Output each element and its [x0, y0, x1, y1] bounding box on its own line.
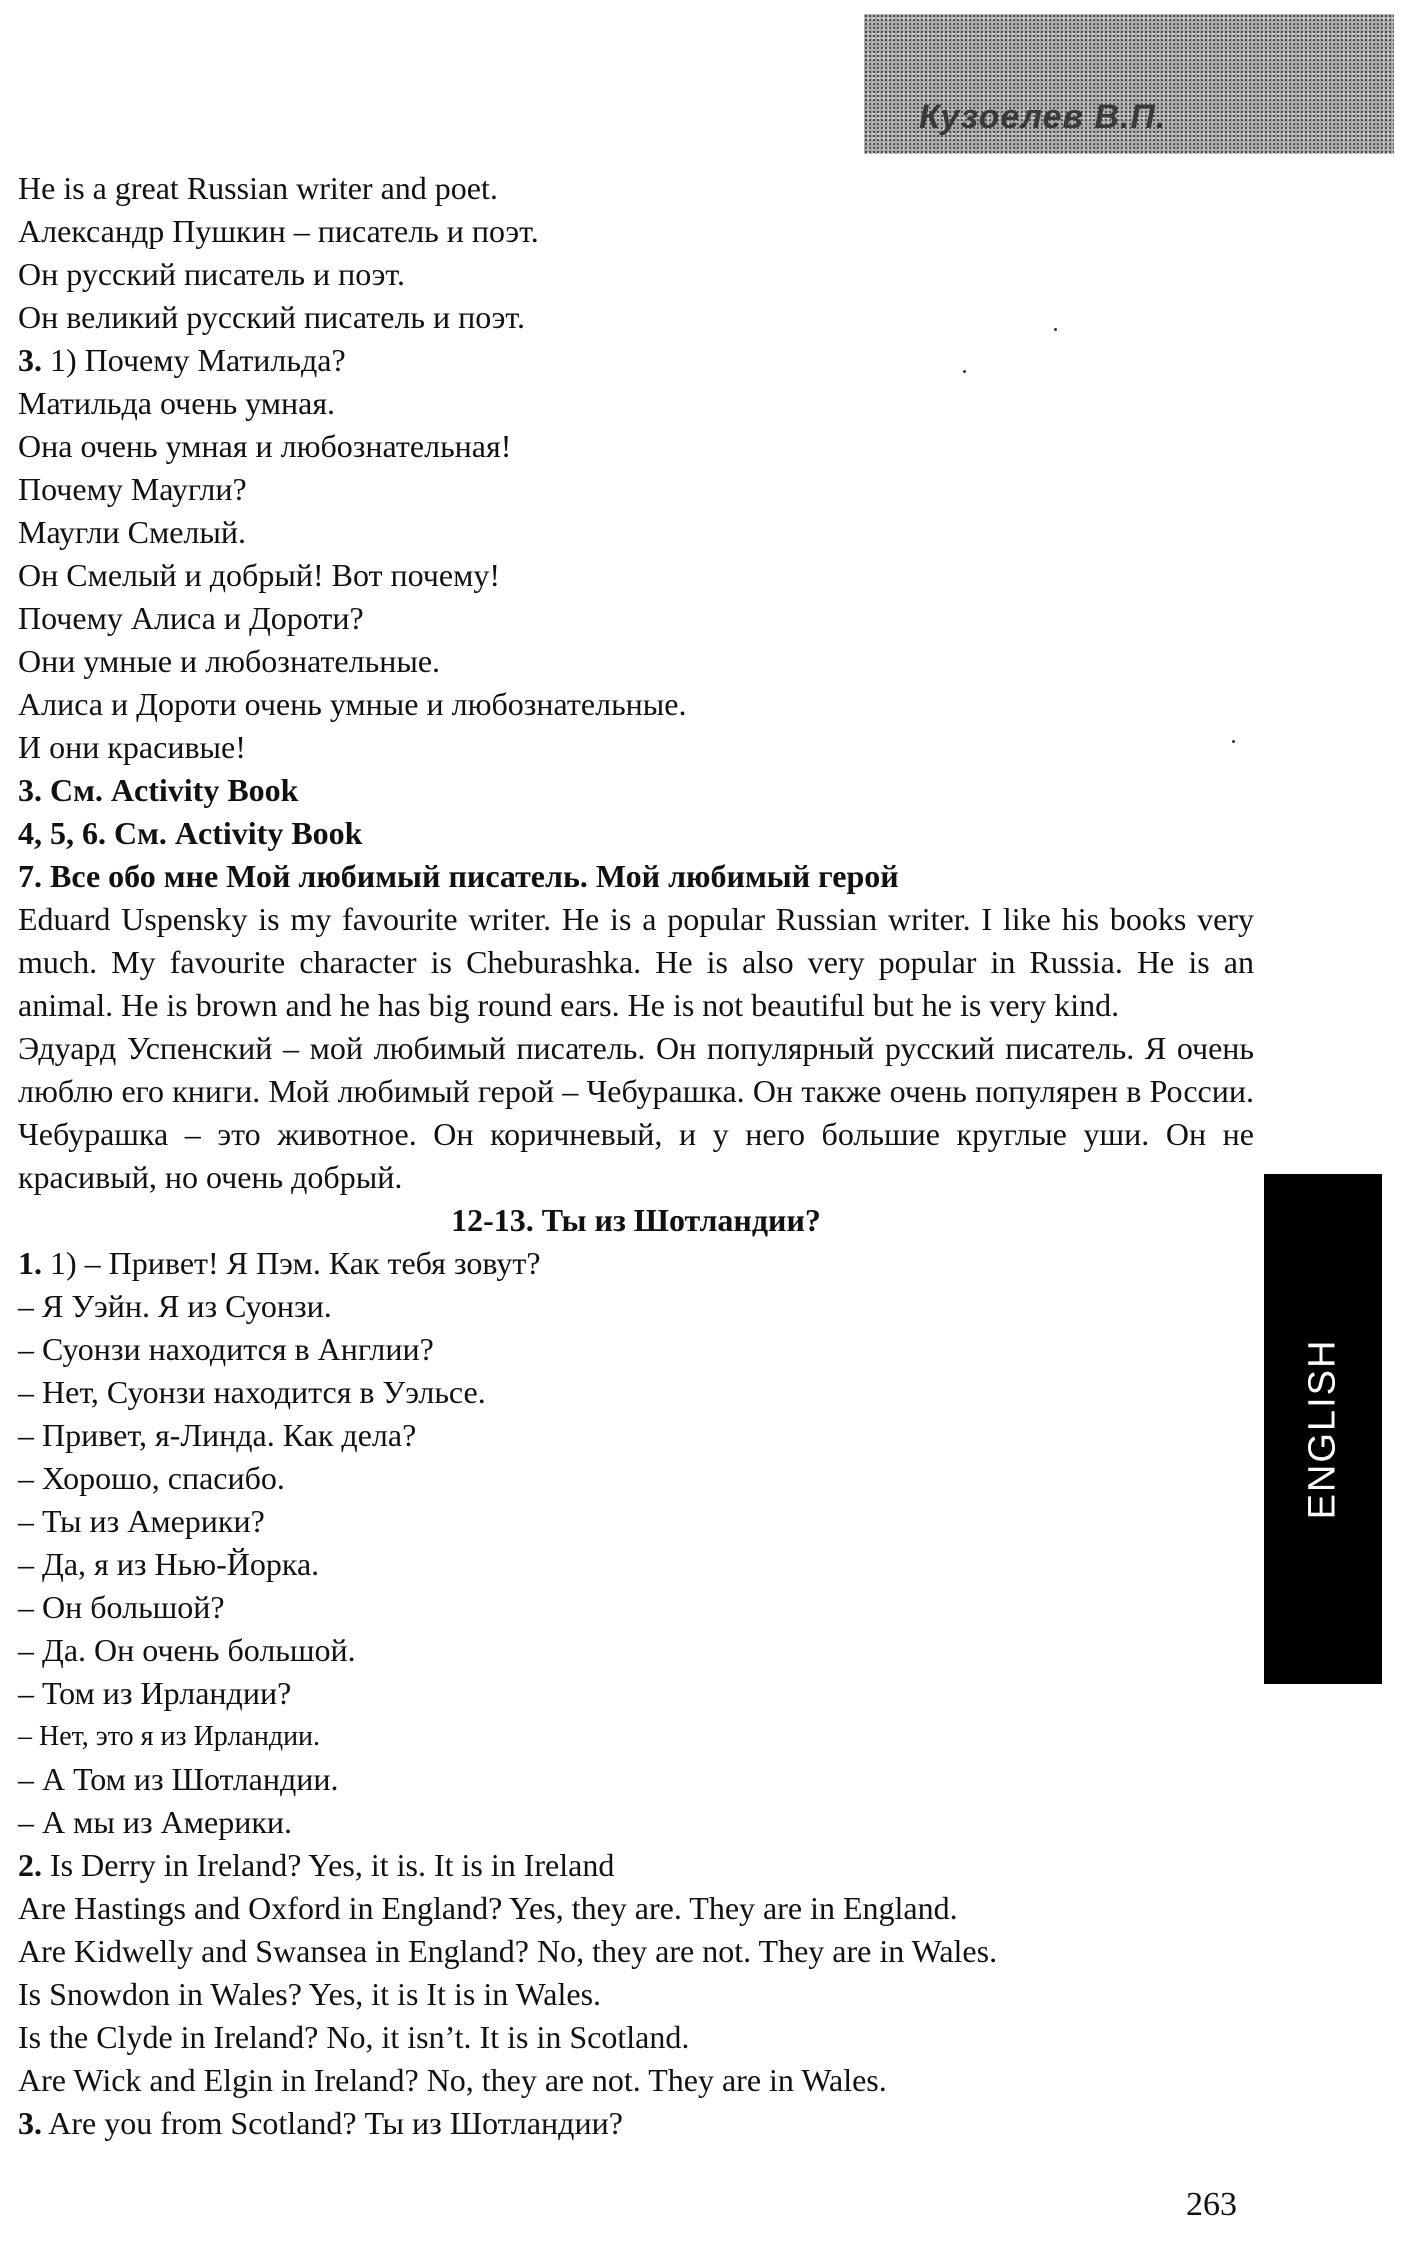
text-line: Почему Маугли? — [18, 471, 247, 507]
text-line: He is a great Russian writer and poet. — [18, 170, 498, 206]
dialog-line: – Ты из Америки? — [18, 1503, 265, 1539]
paragraph-english — [18, 898, 1254, 1027]
dialog-line: – Да, я из Нью-Йорка. — [18, 1546, 320, 1582]
paragraph-text: Eduard Uspensky is my favourite writer. He is a popular Russian writer. I like his books very much. My favourite character is Cheburashka. He is also very popular in Russia. He is an animal. He is brown and he has big round ears. He is not beautiful but he is very kind. — [18, 901, 1254, 1023]
text-line: Он Смелый и добрый! Вот почему! — [18, 557, 500, 593]
dialog-line: – Да. Он очень большой. — [18, 1632, 356, 1668]
text-line: Он русский писатель и поэт. — [18, 256, 405, 292]
bold-heading — [18, 855, 1254, 898]
heading-text: 3. См. Activity Book — [18, 772, 299, 808]
text-line: И они красивые! — [18, 729, 246, 765]
author-badge-text: Кузоелев В.П. — [919, 98, 1167, 136]
exercise-text: 1) – Привет! Я Пэм. Как тебя зовут? — [42, 1245, 541, 1281]
text-line: Маугли Смелый. — [18, 514, 247, 550]
dialog-line: – Я Уэйн. Я из Суонзи. — [18, 1288, 332, 1324]
answer-line: Are Hastings and Oxford in England? Yes, they are. They are in England. — [18, 1890, 958, 1926]
dialog-line: – А Том из Шотландии. — [18, 1761, 339, 1797]
exercise-3b-line — [18, 2102, 1254, 2145]
text-line: Она очень умная и любознательная! — [18, 428, 512, 464]
heading-text: 4, 5, 6. См. Activity Book — [18, 815, 363, 851]
exercise-text: Are you from Scotland? Ты из Шотландии? — [42, 2105, 623, 2141]
text-line: Матильда очень умная. — [18, 385, 336, 421]
paragraph-text: Эдуард Успенский – мой любимый писатель. Он популярный русский писатель. Я очень люблю его книги. Мой любимый герой – Чебурашка. Он также очень популярен в России. Чебурашка – это животное. Он коричневый, и у него большие круглые уши. Он не красивый, но очень добрый. — [18, 1030, 1254, 1195]
side-tab-label: ENGLISH — [1301, 1338, 1344, 1520]
text-line: Александр Пушкин – писатель и поэт. — [18, 213, 539, 249]
paragraph-russian — [18, 1027, 1254, 1199]
exercise-number: 2. — [18, 1847, 42, 1883]
bold-heading — [18, 812, 1254, 855]
bold-heading — [18, 769, 1254, 812]
answer-line: Is Snowdon in Wales? Yes, it is It is in Wales. — [18, 1976, 602, 2012]
dialog-line: – Нет, Суонзи находится в Уэльсе. — [18, 1374, 486, 1410]
side-language-tab — [1264, 1174, 1382, 1684]
answer-line: Are Wick and Elgin in Ireland? No, they are not. They are in Wales. — [18, 2062, 887, 2098]
exercise-number: 3. — [18, 2105, 42, 2141]
page-number: 263 — [1186, 2186, 1237, 2223]
page-content — [18, 167, 1254, 2145]
dialog-line: – Том из Ирландии? — [18, 1675, 292, 1711]
section-title: 12-13. Ты из Шотландии? — [451, 1202, 821, 1238]
dialog-line: – Нет, это я из Ирландии. — [18, 1721, 321, 1752]
answer-line: Are Kidwelly and Swansea in England? No, they are not. They are in Wales. — [18, 1933, 998, 1969]
exercise-3-line — [18, 339, 1254, 382]
exercise-number: 3. — [18, 342, 42, 378]
author-header-badge — [864, 14, 1394, 154]
exercise-text: Is Derry in Ireland? Yes, it is. It is in Ireland — [42, 1847, 615, 1883]
dialog-line: – А мы из Америки. — [18, 1804, 292, 1840]
exercise-1-line — [18, 1242, 1254, 1285]
exercise-2-line — [18, 1844, 1254, 1887]
text-line: Он великий русский писатель и поэт. — [18, 299, 525, 335]
text-line: Почему Алиса и Дороти? — [18, 600, 364, 636]
exercise-number: 1. — [18, 1245, 42, 1281]
answer-line: Is the Clyde in Ireland? No, it isn’t. It is in Scotland. — [18, 2019, 690, 2055]
heading-text: 7. Все обо мне Мой любимый писатель. Мой любимый герой — [18, 858, 899, 894]
dialog-line: – Суонзи находится в Англии? — [18, 1331, 434, 1367]
dialog-line: – Хорошо, спасибо. — [18, 1460, 285, 1496]
exercise-text: 1) Почему Матильда? — [42, 342, 346, 378]
dialog-line: – Он большой? — [18, 1589, 225, 1625]
dialog-line: – Привет, я-Линда. Как дела? — [18, 1417, 417, 1453]
text-line: Алиса и Дороти очень умные и любознательные. — [18, 686, 687, 722]
text-line: Они умные и любознательные. — [18, 643, 441, 679]
